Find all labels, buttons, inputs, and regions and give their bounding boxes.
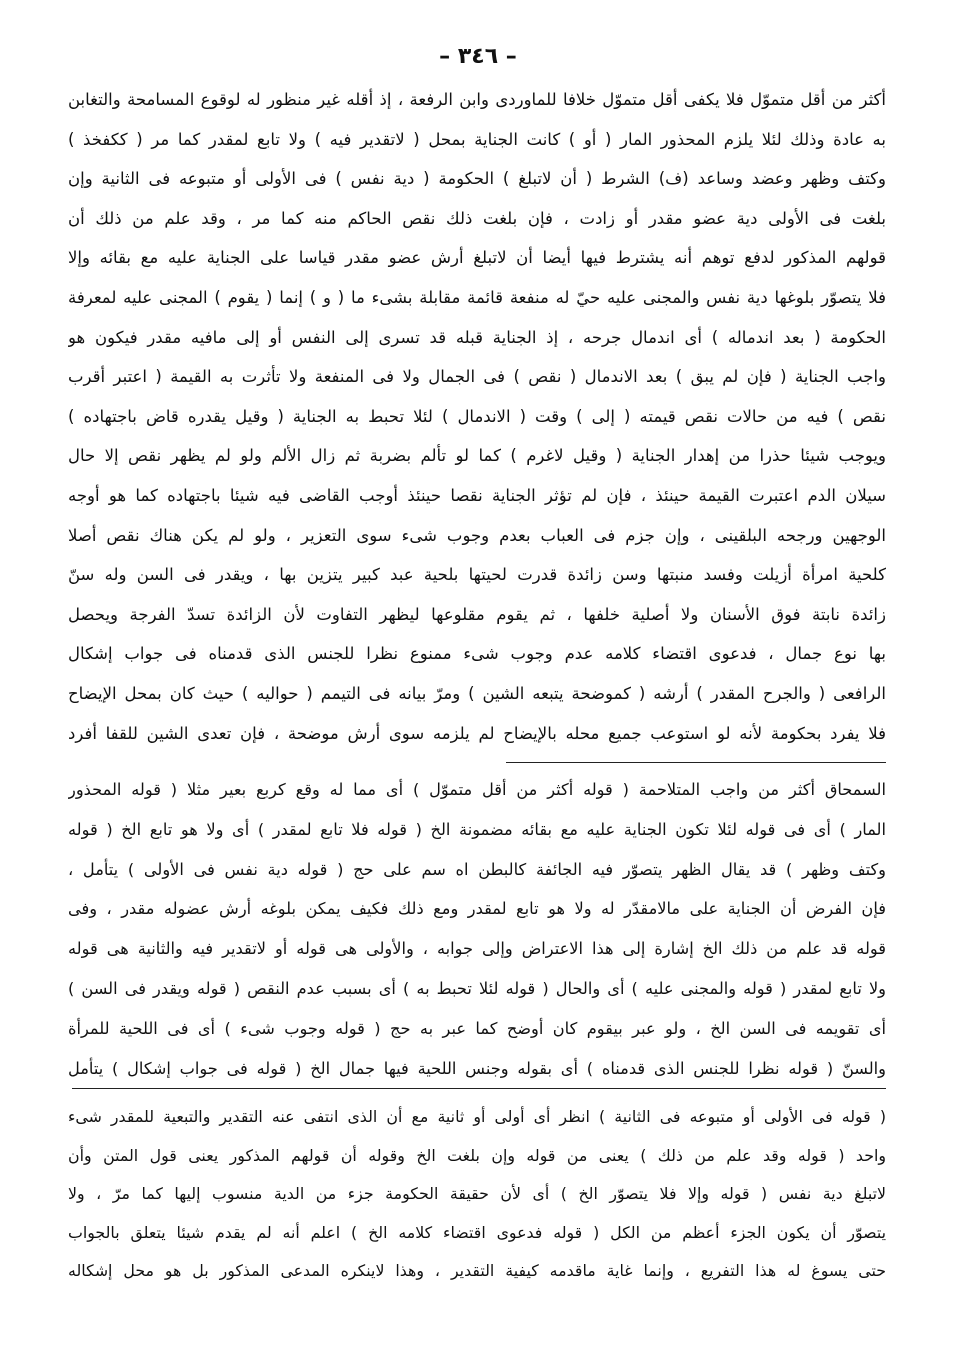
- main-text-line: بلغت فى الأولى دية عضو مقدر أو زادت ، فإن بلغت ذلك نقص الحاكم منه كما مر ، وقد علم من ذلك أن: [68, 208, 886, 228]
- main-text-line: نقص ) فيه من حالات نقص قيمته ( إلى ) وقت ( الاندمال ) لئلا تحبط به الجناية ( وقيل يقدره قاض باجتهاده ): [68, 406, 886, 426]
- main-text-line: ويوجب شيئا حذرا من إهدار الجناية ( وقيل لاغرم ) كما لو تألم بضربة ثم زال الألم ولو لم يظهر نقص إلا حال: [68, 446, 886, 466]
- main-text-line: فلا يتصوّر بلوغها دية نفس والمجنى عليه حيّ له منفعة قائمة مقابلة بشىء ما ( و ) إنما ( يقوم ) المجنى عليه لمعرفة: [68, 287, 886, 307]
- commentary-line: المار ) أى فى قوله لئلا تكون الجناية عليه مع بقائه مضمونة الخ ( قوله فلا تابع لمقدر ) أى ولا هو تابع الخ ( قوله: [68, 819, 886, 839]
- main-text-line: بها نوع جمال ، فدعوى اقتضاء كلامه عدم وجوب شىء ممنوع نظرا للجنس الذى قدمناه فى جواب إشكال: [68, 644, 886, 664]
- commentary-line: والسنّ ( قوله نظرا للجنس الذى قدمناه ) أى بقوله وجنس اللحية فيها جمال الخ ( قوله فى جواب إشكال ) يتأمل: [68, 1058, 886, 1078]
- commentary-block-1: [68, 770, 886, 1088]
- main-text-line: الحكومة ( بعد اندماله ) أى اندمال جرحه ، إذ الجناية قبله قد تسرى إلى النفس أو إلى مافيه مقدر فيكون هو: [68, 327, 886, 347]
- main-text-line: وكتف وظهر وعضد وساعد (ف) الشرط ( أن لاتبلغ ) الحكومة ( دية نفس ) فى الأولى أو متبوعه فى الثانية وإن: [68, 169, 886, 189]
- main-text-line: فلا يفرد بحكومة لأنه لو استوعب جميع محله بالإيضاح لم يلزمه سوى أرش موضحة ، فإن تعدى الشين للقفا أفرد: [68, 723, 886, 743]
- main-text-line: قولهم المذكور لدفع توهم أنه يشترط فيها أيضا أن لاتبلغ أرش عضو مقدر قياسا على الجناية عليه مع بقائه وإلا: [68, 248, 886, 268]
- page-number: – ٣٤٦ –: [439, 44, 517, 69]
- main-text-line: الوجهين ورجحه البلقينى ، وإن جزم فى العباب بعدم وجوب شىء سوى التعزير ، ولو لم يكن هناك نقص أصلا: [68, 525, 886, 545]
- commentary-note-line: ( قوله فى الأولى أو متبوعه فى الثانية ) انظر أى أولى أو ثانية مع أن الذى انتفى عنه التقدير والتبعية للمقدر شىء: [68, 1107, 886, 1126]
- main-text-block: [68, 80, 886, 753]
- commentary-separator: [506, 762, 886, 763]
- main-text-line: كلحية امرأة أزيلت وفسد منبتها وسن زائدة قدرت لحيتها بلحية عبد كبير يتزين بها ، ويقدر فى السن وله سنّ: [68, 565, 886, 585]
- commentary-line: وكتف وظهر ) قد يقال الظهر يتصوّر فيه الجائفة كالبطن اه سم على حج ( قوله دية نفس فى الأولى ) يتأمل ،: [68, 859, 886, 879]
- commentary-block-2: [68, 1098, 886, 1291]
- main-text-line: أكثر من أقل متموّل فلا يكفى أقل متموّل خلافا للماوردى وابن الرفعة ، إذ أقله غير منظور له لوقوع المسامحة والتغابن: [68, 90, 886, 109]
- commentary-note-line: لاتبلغ دية نفس ( قوله وإلا فلا يتصوّر الخ ) أى لأن حقيقة الحكومة جزء من الدية منسوب إليها كما مرّ ، ولا: [68, 1184, 886, 1203]
- commentary-note-line: يتصوّر أن يكون الجزء أعظم من الكل ( قوله فدعوى اقتضاء كلامه الخ ) اعلم أنه لم يقدم شيئا يتعلق بالجواب: [68, 1222, 886, 1242]
- commentary-line: السمحاق أكثر من واجب المتلاحمة ( قوله أكثر من أقل متموّل ) أى مما له وقع كربع بعير مثلا ( قوله المحذور: [68, 780, 886, 799]
- main-text-line: زائدة نابتة فوق الأسنان ولا أصلية خلفها ، ثم يقوم مقلوعها ليظهر التفاوت لأن الزائدة تسدّ الفرجة ويحصل: [68, 604, 886, 624]
- main-text-line: الرافعى ( والجرح المقدر ) أرشه ( كموضحة يتبعه الشين ) ومرّ بيانه فى التيمم ( حواليه ) حيث كان بمحل الإيضاح: [68, 683, 886, 703]
- commentary-line: ولا تابع لمقدر ( قوله والمجنى عليه ) أى والحال ( قوله لئلا تحبط به ) أى بسبب عدم النقص ( قوله ويقدر فى السن ): [68, 978, 886, 998]
- main-text-line: سيلان الدم اعتبرت القيمة حينئذ ، فإن لم تؤثر الجناية نقصا حينئذ أوجب القاضى فيه شيئا باجتهاده كما هو أوجه: [68, 485, 886, 505]
- main-text-line: واجب الجناية ( فإن لم يبق ) بعد الاندمال ( نقص ) فى الجمال ولا فى المنفعة ولا تأثرت به القيمة ( اعتبر أقرب: [68, 367, 886, 387]
- commentary-note-line: حتى يسوغ له هذا التفريع ، وإنما غاية ماقدمه كيفية التقدير ، وهذا لاينكره المدعى المذكور بل هو محل إشكاله: [68, 1261, 886, 1280]
- commentary-line: قوله قد علم من ذلك الخ إشارة إلى هذا الاعتراض وإلى جوابه ، والأولى هى قوله أو لاتقدير فيه والثانية هى قوله: [68, 939, 886, 959]
- main-text-line: به عادة وذلك لئلا يلزم المحذور المار ( أو ) كانت الجناية بمحل ( لاتقدير فيه ) ولا تابع لمقدر كما مر ( ككفخذ ): [68, 129, 886, 149]
- commentary-line: أى تقويمه فى السن الخ ، ولو عبر بيقوم كان أوضح كما عبر به حج ( قوله وجوب شىء ) أى فى اللحية للمرأة: [68, 1018, 886, 1038]
- commentary-separator-2: [72, 1088, 886, 1089]
- commentary-note-line: واحد ( قوله وقد علم من ذلك ) يعنى من قوله وإن بلغت الخ وقوله أن قولهم المذكور يعنى قول المتن وأن: [68, 1145, 886, 1165]
- commentary-line: فإن الفرض أن الجناية على مالامقدّر له ولا هو تابع لمقدر ومع ذلك فكيف يمكن بلوغه أرش عضوله مقدر ، وفى: [68, 899, 886, 919]
